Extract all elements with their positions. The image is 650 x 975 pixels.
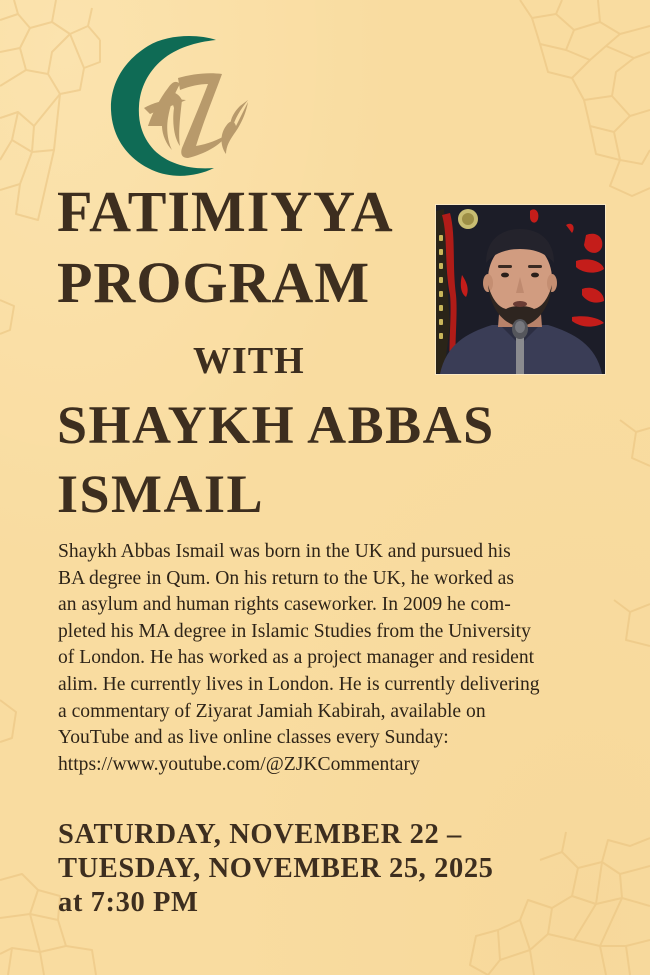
speaker-name-line-1: SHAYKH ABBAS — [57, 395, 495, 455]
speaker-name-line-2: ISMAIL — [57, 464, 265, 524]
schedule-start-date: SATURDAY, NOVEMBER 22 – — [58, 819, 462, 850]
schedule-end-date: TUESDAY, NOVEMBER 25, 2025 — [58, 853, 494, 884]
bio-line: pleted his MA degree in Islamic Studies from the University — [58, 620, 531, 642]
program-title-line-2: PROGRAM — [57, 250, 371, 315]
bio-line: Shaykh Abbas Ismail was born in the UK and pursued his — [58, 541, 511, 562]
bio-line: alim. He currently lives in London. He is currently delivering — [58, 673, 540, 695]
bio-line: an asylum and human rights caseworker. In 2009 he com- — [58, 594, 511, 616]
bio-line: of London. He has worked as a project manager and resident — [58, 647, 535, 669]
connector-with: WITH — [193, 340, 305, 382]
program-title-line-1: FATIMIYYA — [57, 179, 394, 244]
event-schedule — [58, 818, 494, 920]
speaker-portrait-illustration — [436, 205, 605, 374]
speaker-bio — [58, 539, 606, 778]
bio-line: BA degree in Qum. On his return to the UK, he worked as — [58, 567, 515, 589]
youtube-channel-url: https://www.youtube.com/@ZJKCommentary — [58, 753, 420, 775]
crescent-azj-monogram-logo — [108, 34, 258, 179]
speaker-photo — [435, 204, 606, 375]
bio-line: a commentary of Ziyarat Jamiah Kabirah, available on — [58, 700, 486, 722]
schedule-time: at 7:30 PM — [58, 887, 199, 918]
bio-line: YouTube and as live online classes every Sunday: — [58, 727, 449, 749]
